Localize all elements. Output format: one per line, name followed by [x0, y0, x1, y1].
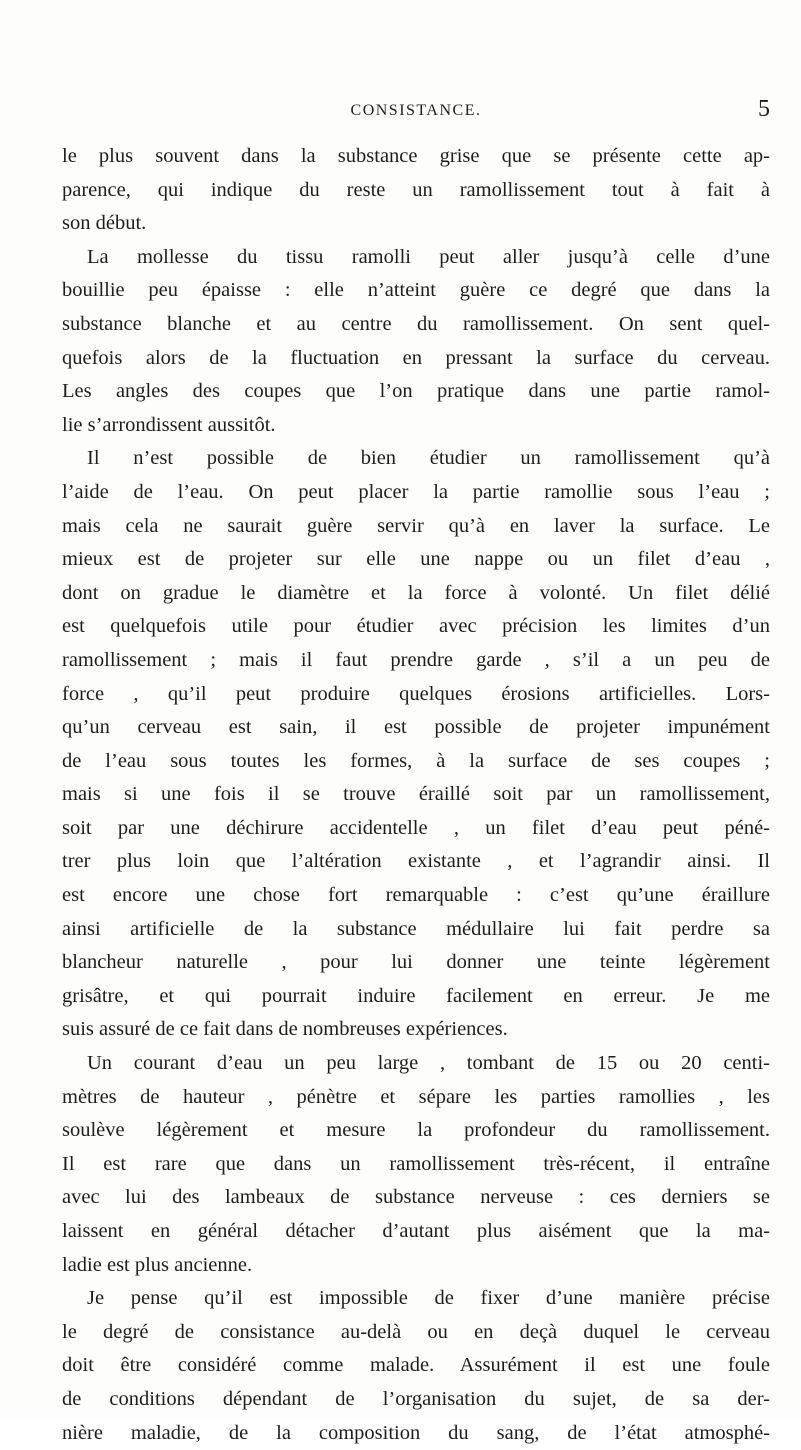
text-line: lie s’arrondissent aussitôt. [62, 413, 276, 436]
text-line: laissent en général détacher d’autant plus aisément que la ma- [62, 1220, 770, 1242]
text-line: Un courant d’eau un peu large , tombant de 15 ou 20 centi- [87, 1052, 770, 1075]
text-line: nière maladie, de la composition du sang, de l’état atmosphé- [62, 1421, 770, 1444]
body-text [62, 140, 770, 1450]
paragraph [62, 1047, 770, 1282]
text-line: blancheur naturelle , pour lui donner une teinte légèrement [62, 951, 770, 974]
running-title: CONSISTANCE. [350, 102, 482, 119]
text-line: ainsi artificielle de la substance médullaire lui fait perdre sa [62, 917, 770, 940]
text-line: ramollissement ; mais il faut prendre garde , s’il a un peu de [62, 648, 770, 671]
text-line: mais si une fois il se trouve éraillé soit par un ramollissement, [62, 783, 770, 806]
text-line: qu’un cerveau est sain, il est possible de projeter impunément [62, 716, 770, 739]
text-line: l’aide de l’eau. On peut placer la partie ramollie sous l’eau ; [62, 480, 770, 503]
text-line: est quelquefois utile pour étudier avec précision les limites d’un [62, 615, 770, 638]
text-line: doit être considéré comme malade. Assurément il est une foule [62, 1354, 770, 1377]
text-line: Je pense qu’il est impossible de fixer d’une manière précise [87, 1287, 770, 1310]
text-line: parence, qui indique du reste un ramollissement tout à fait à [62, 178, 770, 201]
text-line: mètres de hauteur , pénètre et sépare les parties ramollies , les [62, 1085, 770, 1108]
paragraph [62, 442, 770, 1047]
paragraph [62, 1282, 770, 1450]
paragraph [62, 241, 770, 443]
text-line: Il est rare que dans un ramollissement très-récent, il entraîne [62, 1152, 770, 1175]
text-line: Les angles des coupes que l’on pratique dans une partie ramol- [62, 380, 770, 403]
text-line: soit par une déchirure accidentelle , un filet d’eau peut péné- [62, 816, 770, 839]
text-line: dont on gradue le diamètre et la force à volonté. Un filet délié [62, 581, 770, 604]
text-line: suis assuré de ce fait dans de nombreuses expériences. [62, 1018, 508, 1041]
text-line: son début. [62, 212, 147, 235]
text-line: grisâtre, et qui pourrait induire facilement en erreur. Je me [62, 984, 770, 1007]
text-line: le degré de consistance au-delà ou en deçà duquel le cerveau [62, 1320, 770, 1343]
text-line: force , qu’il peut produire quelques érosions artificielles. Lors- [62, 682, 770, 705]
text-line: de conditions dépendant de l’organisation du sujet, de sa der- [62, 1387, 770, 1410]
text-line: mieux est de projeter sur elle une nappe ou un filet d’eau , [62, 548, 770, 571]
text-line: Il n’est possible de bien étudier un ramollissement qu’à [87, 447, 770, 470]
text-line: bouillie peu épaisse : elle n’atteint guère ce degré que dans la [62, 279, 770, 302]
text-line: mais cela ne saurait guère servir qu’à en laver la surface. Le [62, 514, 770, 537]
text-line: le plus souvent dans la substance grise que se présente cette ap- [62, 145, 770, 167]
running-head [62, 96, 770, 132]
page-number: 5 [758, 96, 770, 122]
paragraph [62, 140, 770, 241]
text-line: avec lui des lambeaux de substance nerveuse : ces derniers se [62, 1186, 770, 1209]
text-line: est encore une chose fort remarquable : c’est qu’une éraillure [62, 884, 770, 907]
text-line: ladie est plus ancienne. [62, 1253, 253, 1276]
text-line: substance blanche et au centre du ramollissement. On sent quel- [62, 312, 770, 335]
text-line: La mollesse du tissu ramolli peut aller jusqu’à celle d’une [87, 245, 770, 268]
text-line: de l’eau sous toutes les formes, à la surface de ses coupes ; [62, 749, 770, 772]
text-line: soulève légèrement et mesure la profondeur du ramollissement. [62, 1119, 770, 1142]
text-line: trer plus loin que l’altération existante , et l’agrandir ainsi. Il [62, 850, 770, 873]
text-line: quefois alors de la fluctuation en pressant la surface du cerveau. [62, 346, 770, 369]
